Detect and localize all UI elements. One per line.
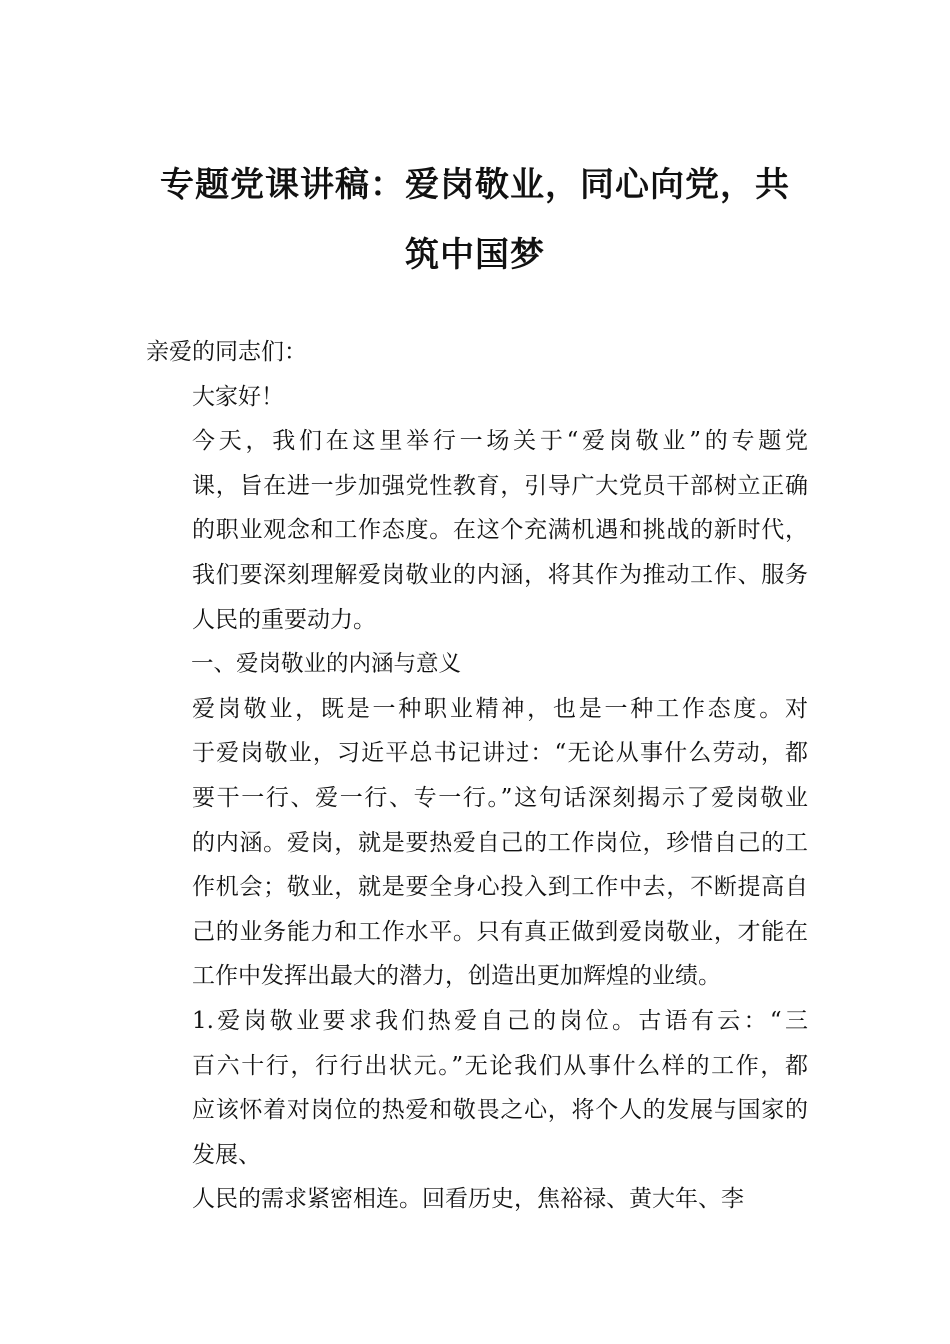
title-line-2: 筑中国梦 bbox=[405, 235, 545, 275]
salutation: 亲爱的同志们： bbox=[146, 339, 307, 365]
point1-paragraph bbox=[146, 999, 808, 1177]
section1-line: 的内涵。爱岗，就是要热爱自己的工作岗位，珍惜自己的工 bbox=[192, 829, 808, 856]
section1-line: 爱岗敬业，既是一种职业精神，也是一种工作态度。对 bbox=[192, 695, 808, 722]
section1-line: 工作中发挥出最大的潜力，创造出更加辉煌的业绩。 bbox=[192, 963, 721, 990]
intro-line: 的职业观念和工作态度。在这个充满机遇和挑战的新时代， bbox=[192, 517, 808, 544]
intro-line: 我们要深刻理解爱岗敬业的内涵，将其作为推动工作、服务 bbox=[192, 561, 808, 588]
intro-line: 人民的重要动力。 bbox=[192, 606, 376, 633]
document-body bbox=[146, 330, 808, 1222]
point1-line: 1.爱岗敬业要求我们热爱自己的岗位。古语有云：“三 bbox=[192, 1007, 808, 1034]
greeting: 大家好！ bbox=[192, 383, 284, 410]
title-line-1: 专题党课讲稿：爱岗敬业，同心向党，共 bbox=[160, 165, 790, 205]
intro-line: 课，旨在进一步加强党性教育，引导广大党员干部树立正确 bbox=[192, 472, 808, 499]
section1-line: 作机会；敬业，就是要全身心投入到工作中去，不断提高自 bbox=[192, 874, 808, 901]
section1-line: 于爱岗敬业，习近平总书记讲过：“无论从事什么劳动，都 bbox=[192, 740, 808, 767]
intro-line: 今天，我们在这里举行一场关于“爱岗敬业”的专题党 bbox=[192, 428, 808, 455]
continuation-paragraph bbox=[146, 1177, 808, 1222]
continuation-line: 人民的需求紧密相连。回看历史，焦裕禄、黄大年、李 bbox=[192, 1186, 744, 1213]
document-title bbox=[120, 150, 830, 290]
point1-line: 百六十行，行行出状元。”无论我们从事什么样的工作，都 bbox=[192, 1052, 808, 1079]
point1-line: 发展、 bbox=[192, 1141, 261, 1168]
section1-line: 己的业务能力和工作水平。只有真正做到爱岗敬业，才能在 bbox=[192, 918, 808, 945]
section1-line: 要干一行、爱一行、专一行。”这句话深刻揭示了爱岗敬业 bbox=[192, 784, 808, 811]
point1-line: 应该怀着对岗位的热爱和敬畏之心，将个人的发展与国家的 bbox=[192, 1097, 808, 1124]
section-heading: 一、爱岗敬业的内涵与意义 bbox=[191, 651, 462, 678]
intro-paragraph bbox=[146, 419, 808, 642]
section1-paragraph bbox=[146, 687, 808, 999]
